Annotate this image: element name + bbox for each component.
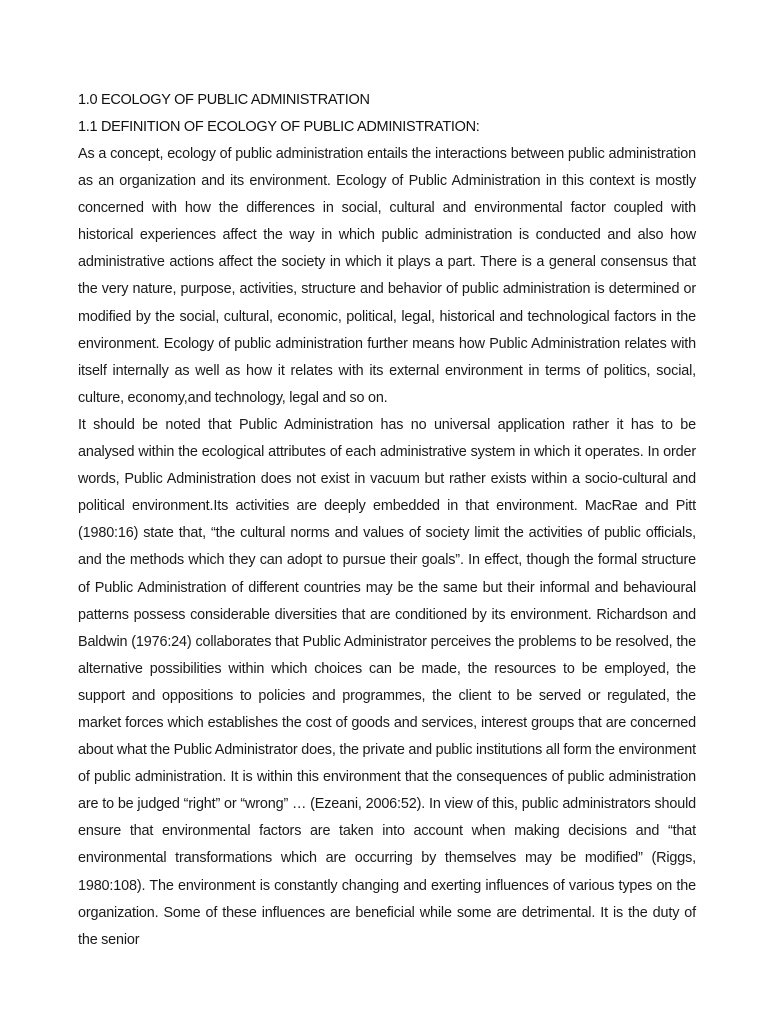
paragraph: It should be noted that Public Administration has no universal application rather it has to be analysed within the ecological attributes of each administrative system in which it operates. In order words, Public Administration does not exist in vacuum but rather exists within a socio-cultural and political environment.Its activities are deeply embedded in that environment. MacRae and Pitt (1980:16) state that, “the cultural norms and values of society limit the activities of public officials, and the methods which they can adopt to pursue their goals”. In effect, though the formal structure of Public Administration of different countries may be the same but their informal and behavioural patterns possess considerable diversities that are conditioned by its environment. Richardson and Baldwin (1976:24) collaborates that Public Administrator perceives the problems to be resolved, the alternative possibilities within which choices can be made, the resources to be employed, the support and oppositions to policies and programmes, the client to be served or regulated, the market forces which establishes the cost of goods and services, interest groups that are concerned about what the Public Administrator does, the private and public institutions all form the environment of public administration. It is within this environment that the consequences of public administration are to be judged “right” or “wrong” … (Ezeani, 2006:52). In view of this, public administrators should ensure that environmental factors are taken into account when making decisions and “that environmental transformations which are occurring by themselves may be modified” (Riggs, 1980:108). The environment is constantly changing and exerting influences of various types on the organization. Some of these influences are beneficial while some are detrimental. It is the duty of the senior — [78, 416, 696, 948]
paragraph: As a concept, ecology of public administration entails the interactions between public administration as an organization and its environment. Ecology of Public Administration in this context is mostly concerned with how the differences in social, cultural and environmental factor coupled with historical experiences affect the way in which public administration is conducted and also how administrative actions affect the society in which it plays a part. There is a general consensus that the very nature, purpose, activities, structure and behavior of public administration is determined or modified by the social, cultural, economic, political, legal, historical and technological factors in the environment. Ecology of public administration further means how Public Administration relates with itself internally as well as how it relates with its external environment in terms of politics, social, culture, economy,and technology, legal and so on. — [78, 146, 696, 406]
section-heading: 1.0 ECOLOGY OF PUBLIC ADMINISTRATION — [78, 92, 370, 108]
subsection-heading: 1.1 DEFINITION OF ECOLOGY OF PUBLIC ADMINISTRATION: — [78, 119, 480, 135]
document-body — [78, 87, 696, 954]
